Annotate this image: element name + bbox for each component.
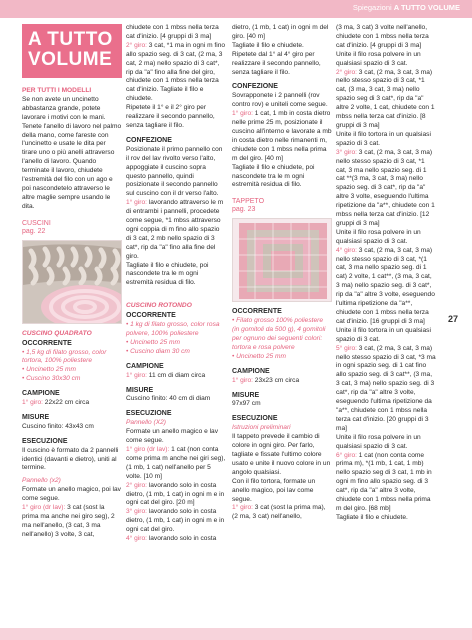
material-item: • 1 kg di filato grosso, color rosa polvere, 100% poliestere (126, 321, 220, 337)
column-1 (22, 24, 122, 540)
tappeto-title: TAPPETO (232, 198, 265, 206)
round-instructions: 1 cat, 1 mb in costa dietro nelle prime 25 m, posizionate il cuscino all'interno e lavorate a mb in costa dietro nelle rimanenti m, chiudete con 1 mbss nella prima m del giro. [40 m] (232, 110, 332, 162)
round-text (232, 504, 332, 522)
header-section: Spiegazioni (352, 3, 392, 12)
round-label: 4° giro: (126, 535, 147, 543)
gauge-label: 1° giro: (232, 376, 253, 384)
method-heading: ESECUZIONE (232, 415, 278, 423)
size-heading: MISURE (126, 386, 154, 394)
round-label: 5° giro: (336, 344, 357, 352)
round-text (336, 452, 436, 523)
round-text (126, 508, 226, 535)
round-text (126, 535, 226, 544)
rug-photo (232, 218, 332, 302)
size-heading: MISURE (22, 413, 50, 421)
bottom-decoration (0, 628, 472, 640)
panel-label: Pannello (X2) (126, 419, 166, 427)
round-instructions: 3 cat, (2 ma, 3 cat, 3 ma) nello stesso spazio di 3 cat, *1 cat, (3 ma, 3 cat, 3 ma) nello spazio seg di 3 cat*, rip da "a" altre 2 volte, 1 cat, chiudete con 1 mbss nella terza cat d'inizio. [8 gruppi di 3 ma] Unite il filo tortora in un qualsiasi spazio di 3 cat. (336, 68, 435, 147)
round-instructions: 1 cat (non conta come prima m), *(1 mb, 1 cat, 1 mb) nello spazio seg di 3 cat, 1 mb in ogni m fino allo spazio seg. di 3 cat*, rip da "a" altre 3 volte, chiudete con 1 mbss nella prima m del giro. [68 mb] Tagliate il filo e chiudete. (336, 451, 432, 521)
material-item: • Uncinetto 25 mm (22, 366, 76, 374)
rug-image (233, 219, 332, 302)
gauge-label: 1° giro: (126, 371, 147, 379)
assembly-heading: CONFEZIONE (126, 136, 172, 144)
intro-heading: PER TUTTI I MODELLI (22, 87, 92, 94)
paragraph: (3 ma, 3 cat) 3 volte nell'anello, chiudete con 1 mbss nella terza cat d'inizio. [4 gruppi di 3 ma] Unite il filo rosa polvere in un qualsiasi spazio di 3 cat. (336, 24, 429, 67)
tappeto-label (232, 198, 332, 214)
method-heading: ESECUZIONE (22, 437, 68, 445)
round-instructions: 3 cat, (2 ma, 3 cat, 3 ma) nello stesso spazio di 3 cat, *3 ma in ogni spazio seg. di 1 cat fino allo spazio seg. di 3 cat**, (3 ma, 3 cat, 3 ma) nello spazio seg. di 3 cat*, rip da "a" altre 3 volte, eseguendo l'ultima ripetizione da "a**, chiudete con 1 mbss nella terza cat d'inizio. [20 gruppi di 3 ma] Unite il filo rosa polvere in un qualsiasi spazio di 3 cat. (336, 344, 436, 450)
gauge-label: 1° giro: (22, 399, 43, 407)
panel-text: Formate un anello magico, poi lav come segue. (22, 486, 121, 503)
round-label: 4° giro: (336, 246, 357, 254)
cuscini-page-ref: pag. 22 (22, 227, 46, 235)
paragraph: Tagliate il filo e chiudete. (232, 41, 304, 49)
header-text (353, 3, 460, 12)
method-heading: ESECUZIONE (126, 410, 172, 418)
size-text: Cuscino finito: 43x43 cm (22, 422, 94, 430)
paragraph: Tagliate il filo e chiudete, poi nascondete tra le m ogni estremità residua di filo. (126, 261, 209, 287)
rug-materials (232, 317, 332, 362)
round-text (336, 345, 436, 452)
paragraph: Ripetete dal 1° al 4° giro per realizzare il secondo pannello, senza tagliare il filo. (232, 50, 321, 76)
assembly-heading: CONFEZIONE (232, 83, 278, 91)
round-cushion-materials (126, 321, 226, 357)
size-heading: MISURE (232, 391, 260, 399)
preliminary-text: Il tappeto prevede il cambio di colore in ogni giro. Per farlo, tagliate e fissate l'ultimo colore usato e unite il nuovo colore in un angolo qualsiasi. (232, 433, 331, 476)
round-instructions: lavorando attraverso le m di entrambi i pannelli, procedete come segue, *1 mbss attraverso ogni coppia di m fino allo spazio di 3 cat, 2 mb nello spazio di 3 cat*, rip da "a" fino alla fine del giro. (126, 199, 224, 260)
square-cushion-title: CUSCINO QUADRATO (22, 329, 92, 337)
round-instructions: 3 cat (sost la prima ma anche nei giro seg), 2 ma nell'anello, (3 cat, 3 ma nell'anello) 3 volte, 3 cat, (22, 504, 115, 538)
tappeto-page-ref: pag. 23 (232, 206, 256, 214)
gauge-value: 11 cm di diam circa (146, 371, 206, 379)
paragraph: dietro, (1 mb, 1 cat) in ogni m del giro. [40 m] (232, 24, 329, 40)
round-label: 1° giro: (232, 110, 253, 118)
round-label: 2° giro: (336, 68, 357, 76)
assembly-round-1 (126, 199, 226, 261)
cuscini-label (22, 220, 122, 236)
material-item: • Uncinetto 25 mm (232, 352, 286, 360)
round-label: 1° giro (dr lav): (22, 504, 66, 512)
round-label: 1° giro: (232, 504, 253, 512)
round-instructions: lavorando solo in costa (146, 535, 217, 543)
material-item: • Filato grosso 100% poliestere (in gomitoli da 500 g), 4 gomitoli per ognuno dei seguenti colori: tortora e rosa polvere (232, 317, 326, 351)
column-4 (336, 24, 436, 523)
cuscini-title: CUSCINI (22, 219, 51, 227)
material-item: • Cuscino 30x30 cm (22, 375, 81, 383)
rug-materials-heading: OCCORRENTE (232, 308, 282, 316)
column-3 (232, 24, 332, 522)
title-line-2: VOLUME (28, 49, 113, 70)
round-label: 3° giro: (336, 148, 357, 156)
gauge-value: 22x22 cm circa (42, 399, 90, 407)
round-instructions: 1 cat (non conta come prima m anche nei giri seg), (1 mb, 1 cat) nell'anello per 5 volte. [10 m] (126, 445, 226, 480)
gauge-heading: CAMPIONE (126, 362, 164, 370)
page-number: 27 (447, 314, 458, 324)
round-label: 1° giro (dr lav): (126, 445, 170, 453)
round-text (336, 247, 436, 345)
round-text (126, 482, 226, 509)
material-item: • Cuscino diam 30 cm (126, 347, 190, 355)
assembly-text: Posizionate il primo pannello con il rov del lav rivolto verso l'alto, appoggiate il cuscino sopra questo pannello, quindi posizionate il secondo pannello sul cuscino con il dr verso l'alto. (126, 145, 223, 198)
paragraph: Ripetete il 1° e il 2° giro per realizzare il secondo pannello, senza tagliare il filo. (126, 104, 215, 129)
gauge-value: 23x23 cm circa (252, 376, 300, 384)
square-cushion-materials-heading: OCCORRENTE (22, 339, 72, 347)
round-1-text (22, 504, 122, 540)
article-title (22, 24, 122, 78)
round-instructions: 3 cat (sost la prima ma), (2 ma, 3 cat) nell'anello, (232, 504, 326, 521)
panel-text: Formate un anello magico e lav come segue. (126, 428, 218, 445)
round-instructions: lavorando solo in costa dietro, (1 mb, 1 cat) in ogni m e in ogni cat del giro. [20 m] (126, 481, 225, 507)
panel-label: Pannello (x2) (22, 477, 61, 485)
round-cushion-title: CUSCINO ROTONDO (126, 302, 192, 310)
square-cushion-materials (22, 349, 122, 385)
size-text: 97x97 cm (232, 400, 261, 408)
round-instructions: 3 cat, (2 ma, 3 cat, 3 ma) nello stesso spazio di 3 cat, *(1 cat, 3 ma nello spazio seg. di 1 cat) 2 volte, 1 cat**, (3 ma, 3 cat, 3 ma) nello spazio seg. di 3 cat*, rip da "a" altre 3 volte, eseguendo l'ultima ripetizione da "a**, chiudete con 1 mbss nella terza cat d'inizio. [16 gruppi di 3 ma] Unite il filo tortora in un qualsiasi spazio di 3 cat. (336, 246, 435, 343)
gauge-text (232, 377, 332, 386)
assembly-text: Sovrapponete i 2 pannelli (rov contro rov) e uniteli come segue. (232, 92, 328, 109)
material-item: • 1,5 kg di filato grosso, color tortora, 100% poliestere (22, 348, 107, 365)
round-instructions: lavorando solo in costa dietro, (1 mb, 1 cat) in ogni m e in ogni cat del giro. (126, 508, 225, 534)
paragraph: Tagliate il filo e chiudete, poi nascondete tra le m ogni estremità residua di filo. (232, 163, 315, 189)
round-label: 2° giro: (126, 41, 147, 49)
cushion-photo (22, 240, 122, 324)
round-instructions: 3 cat, (2 ma, 3 cat, 3 ma) nello stesso spazio di 3 cat, *1 cat, 3 ma nello spazio seg. di 1 cat **(3 ma, 3 cat, 3 ma) nello spazio seg. di 3 cat*, rip da "a" altre 3 volte, eseguendo l'ultima ripetizione da "a**, chiudete con 1 mbss nella terza cat d'inizio. [12 gruppi di 3 ma] Unite il filo rosa polvere in un qualsiasi spazio di 3 cat. (336, 148, 435, 245)
round-cushion-materials-heading: OCCORRENTE (126, 312, 176, 320)
round-label: 6° giro: (336, 451, 357, 459)
round-label: 3° giro: (126, 508, 147, 516)
gauge-text (126, 372, 226, 381)
round-2-text (126, 42, 226, 104)
paragraph: chiudete con 1 mbss nella terza cat d'inizio. [4 gruppi di 3 ma] (126, 24, 219, 40)
preliminary-label: Istruzioni preliminari (232, 424, 291, 432)
title-line-1: A TUTTO (28, 29, 113, 50)
material-item: • Uncinetto 25 mm (126, 338, 180, 346)
page-header (0, 0, 472, 18)
paragraph: Con il filo tortora, formate un anello magico, poi lav come segue. (232, 477, 316, 503)
gauge-text (22, 399, 122, 408)
header-title: A TUTTO VOLUME (393, 3, 460, 12)
round-text (336, 149, 436, 247)
round-text (336, 69, 436, 149)
assembly-round-1 (232, 110, 332, 163)
round-instructions: 3 cat, *1 ma in ogni m fino allo spazio seg. di 3 cat, (2 ma, 3 cat, 2 ma) nello spazio di 3 cat*, rip da "a" fino alla fine del giro, chiudete con 1 mbss nella terza cat d'inizio. Tagliate il filo e chiudete. (126, 41, 226, 103)
method-text: Il cuscino è formato da 2 pannelli identici (davanti e dietro), uniti al termine. (22, 446, 119, 472)
round-label: 2° giro: (126, 481, 147, 489)
intro-text: Se non avete un uncinetto abbastanza grande, potete lavorare i motivi con le mani. Tenete l'anello di lavoro nel palmo della mano, come fareste con l'uncinetto e usate le dita per tirare uno o più anelli attraverso l'anello di lavoro. Quando terminate il lavoro, chiudete l'estremità del filo con un ago e poi nascondetelo attraverso le altre maglie sempre usando le dita. (22, 95, 122, 210)
size-text: Cuscino finito: 40 cm di diam (126, 395, 211, 403)
round-text (126, 446, 226, 482)
round-label: 1° giro: (126, 199, 147, 207)
column-2 (126, 24, 226, 544)
gauge-heading: CAMPIONE (22, 390, 60, 398)
cushion-image (23, 241, 122, 324)
gauge-heading: CAMPIONE (232, 367, 270, 375)
